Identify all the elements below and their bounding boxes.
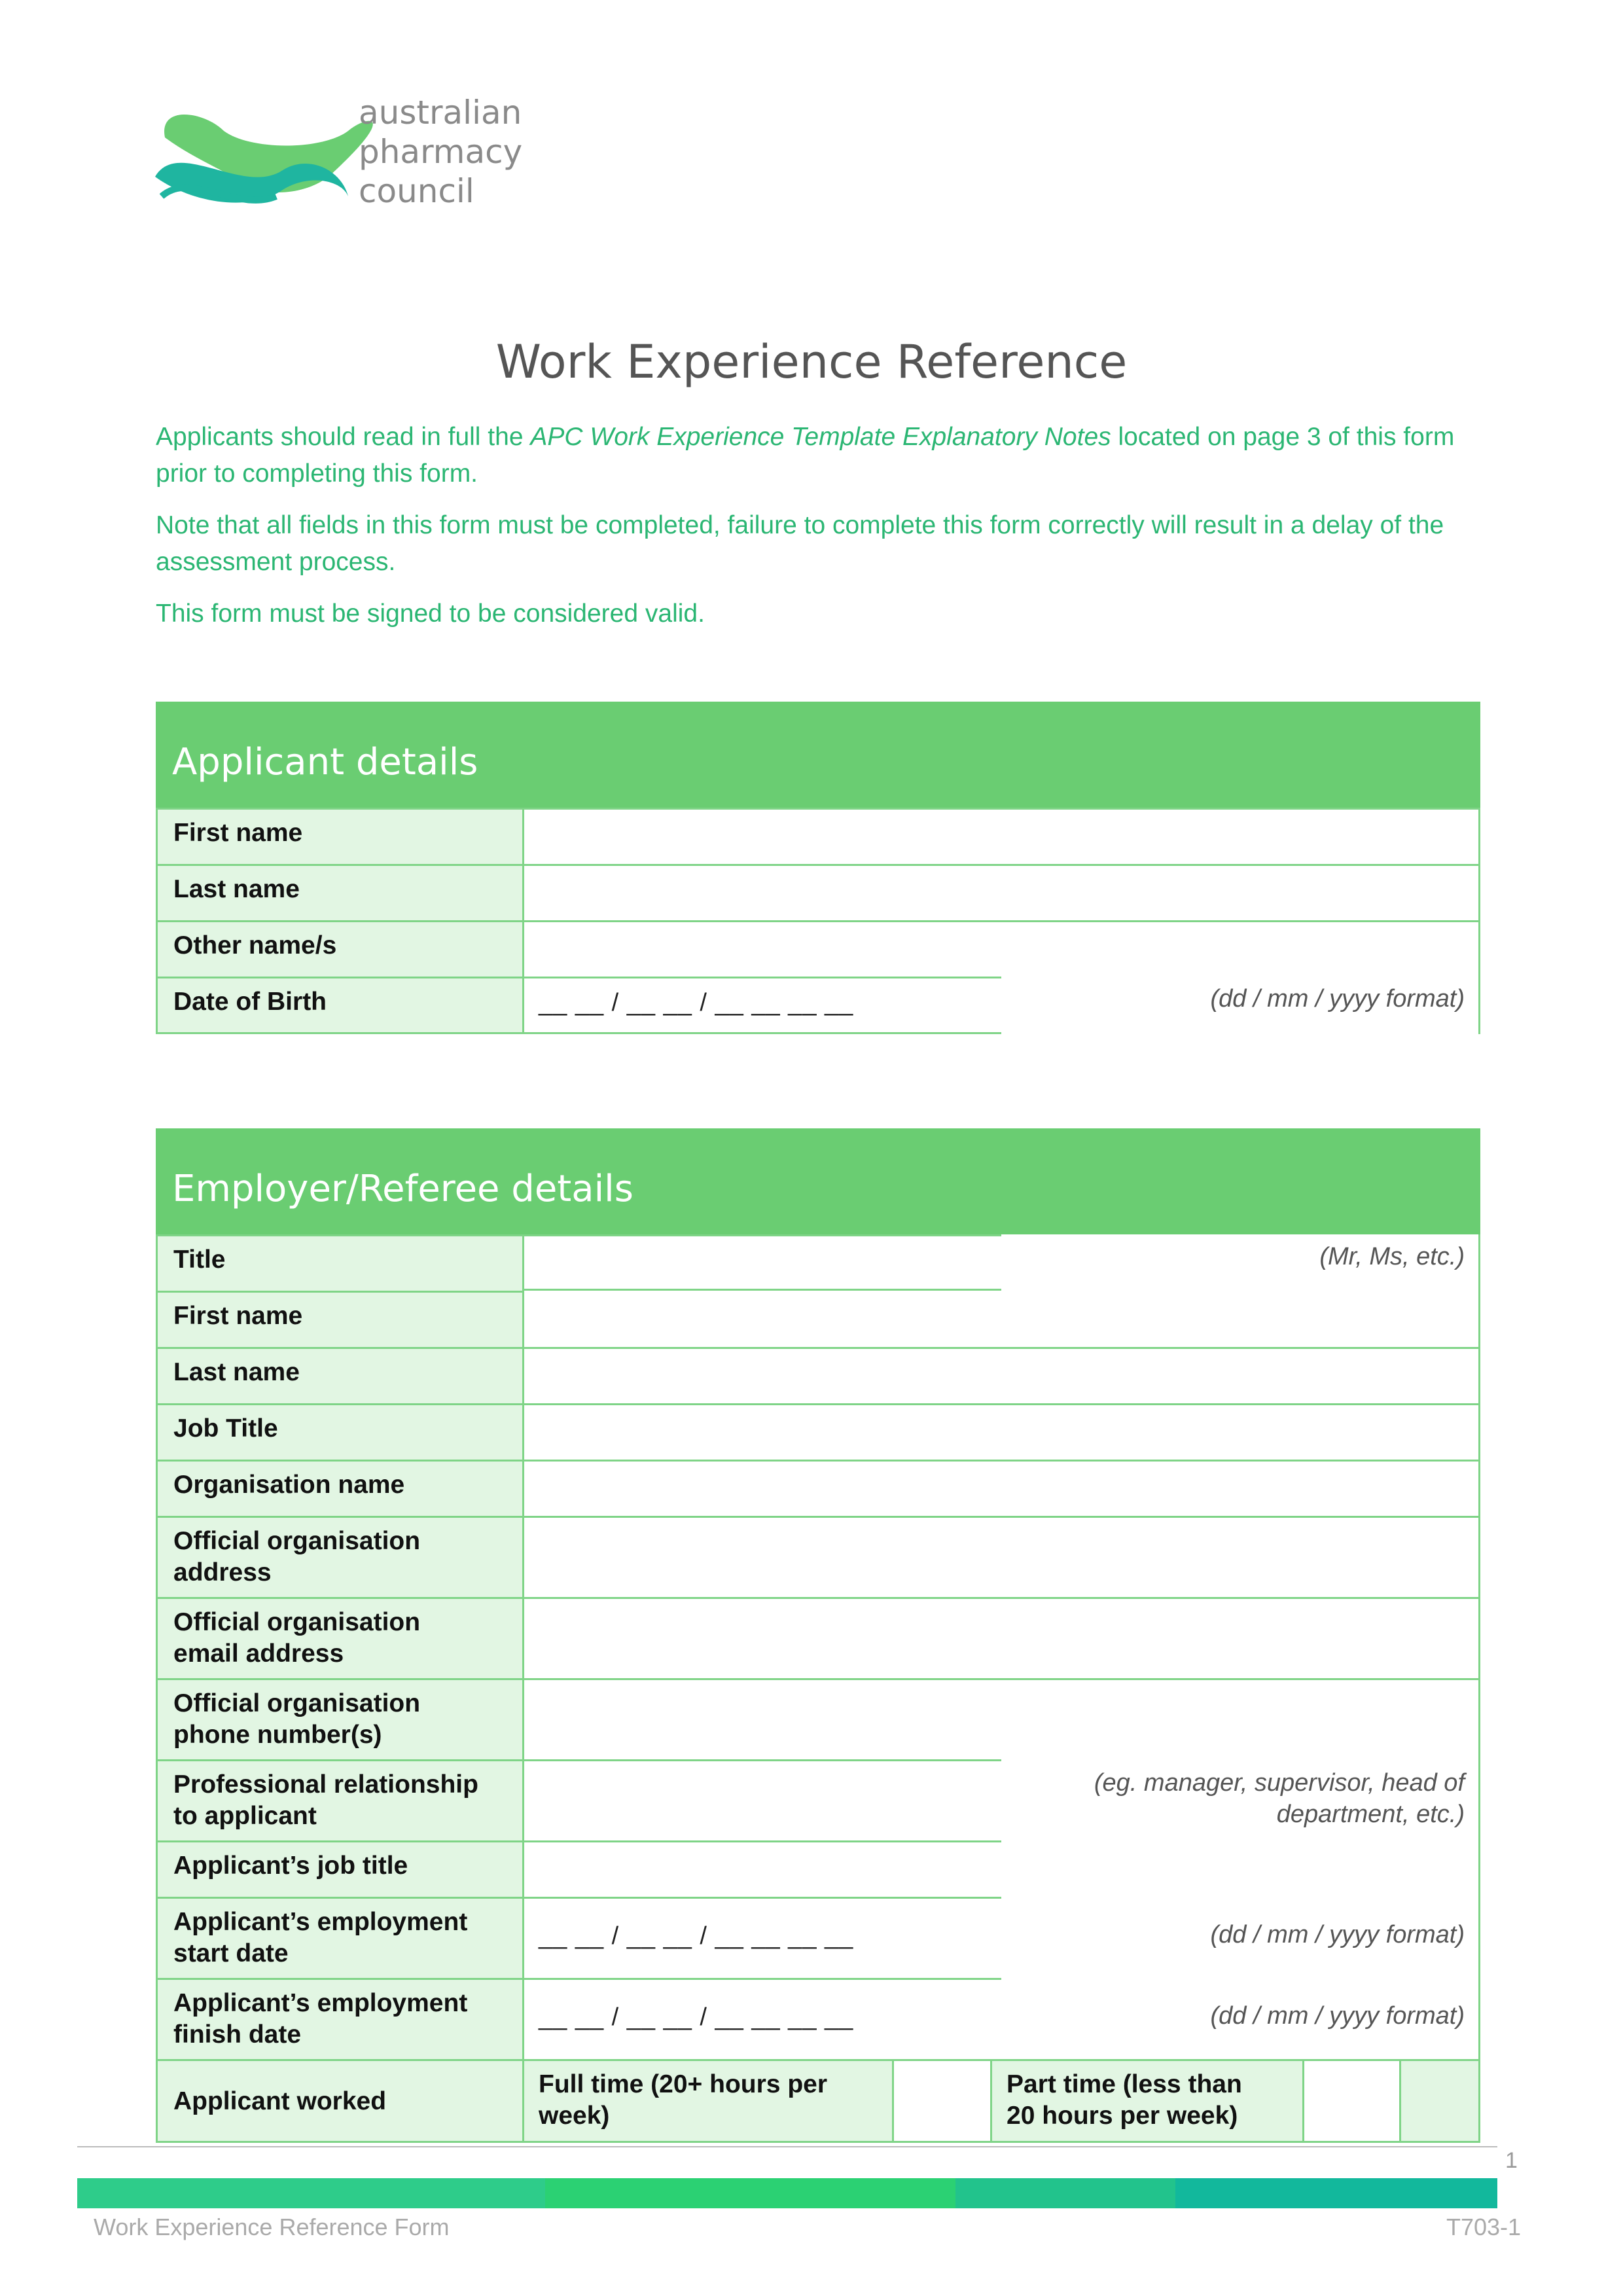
field-label <box>156 1759 524 1840</box>
organisation-phone-field[interactable] <box>524 1678 1480 1759</box>
referee-last-name-row <box>156 1347 1480 1403</box>
employment-finish-date-field[interactable]: __ __ / __ __ / __ __ __ __ <box>524 1978 1001 2059</box>
band-segment <box>1175 2178 1497 2208</box>
organisation-email-field[interactable] <box>524 1597 1480 1678</box>
field-label: First name <box>156 808 524 864</box>
applicant-details-table <box>156 702 1480 1034</box>
applicant-job-title-field[interactable] <box>524 1840 1001 1897</box>
field-label: Title <box>156 1234 524 1291</box>
label-line-1: Official organisation <box>173 1689 421 1717</box>
part-time-checkbox[interactable] <box>1304 2061 1401 2141</box>
intro-p1-before: Applicants should read in full the <box>156 423 531 451</box>
applicant-first-name-row <box>156 808 1480 864</box>
field-label <box>156 1897 524 1978</box>
label-line-2: phone number(s) <box>173 1721 382 1749</box>
applicant-other-names-field[interactable] <box>524 920 1480 977</box>
field-label: Last name <box>156 864 524 920</box>
organisation-name-field[interactable] <box>524 1460 1480 1516</box>
referee-title-row <box>156 1234 1480 1291</box>
field-label: Applicant’s job title <box>156 1840 524 1897</box>
field-label: Last name <box>156 1347 524 1403</box>
employment-finish-row <box>156 1978 1480 2059</box>
field-label <box>156 1516 524 1597</box>
spacer-cell <box>1401 2061 1478 2141</box>
applicant-other-names-row <box>156 920 1480 977</box>
field-label <box>156 1597 524 1678</box>
label-line-1: Professional relationship <box>173 1770 478 1799</box>
band-segment <box>955 2178 1175 2208</box>
label-line-1: Applicant’s employment <box>173 1989 468 2017</box>
applicant-last-name-field[interactable] <box>524 864 1480 920</box>
start-date-format-hint: (dd / mm / yyyy format) <box>1210 1921 1465 1948</box>
field-label: First name <box>156 1291 524 1347</box>
logo-line-2: pharmacy <box>359 133 523 171</box>
band-segment <box>545 2178 955 2208</box>
label-line-2: start date <box>173 1939 289 1967</box>
hint-line-1: (eg. manager, supervisor, head of <box>1094 1769 1465 1797</box>
applicant-dob-row <box>156 977 1480 1034</box>
applicant-details-header <box>156 702 1480 808</box>
intro-p1-after: located on page 3 of this form prior to completing this form. <box>156 423 1455 488</box>
finish-date-format-hint: (dd / mm / yyyy format) <box>1210 2002 1465 2030</box>
referee-job-title-row <box>156 1403 1480 1460</box>
field-label: Other name/s <box>156 920 524 977</box>
page-title: Work Experience Reference <box>495 335 1128 389</box>
organisation-name-row <box>156 1460 1480 1516</box>
label-line-1: Applicant’s employment <box>173 1908 468 1936</box>
logo-line-3: council <box>359 172 474 210</box>
footer-form-code: T703-1 <box>1446 2214 1522 2240</box>
full-time-checkbox[interactable] <box>894 2061 992 2141</box>
relationship-field[interactable] <box>524 1759 1001 1840</box>
employer-referee-header <box>156 1128 1480 1234</box>
part-time-label <box>992 2061 1304 2141</box>
organisation-address-field[interactable] <box>524 1516 1480 1597</box>
referee-last-name-field[interactable] <box>524 1347 1480 1403</box>
employment-start-row <box>156 1897 1480 1978</box>
applicant-job-title-row <box>156 1840 1480 1897</box>
field-label <box>156 1678 524 1759</box>
referee-first-name-row <box>156 1291 1480 1347</box>
label-line-1: Full time (20+ hours per <box>539 2070 828 2098</box>
dob-format-hint: (dd / mm / yyyy format) <box>1210 985 1465 1013</box>
applicant-last-name-row <box>156 864 1480 920</box>
applicant-details-heading: Applicant details <box>172 741 478 783</box>
band-segment <box>77 2178 545 2208</box>
employer-referee-heading: Employer/Referee details <box>172 1168 633 1210</box>
label-line-2: 20 hours per week) <box>1007 2102 1238 2130</box>
organisation-phone-row <box>156 1678 1480 1759</box>
applicant-worked-row <box>156 2059 1480 2143</box>
referee-title-field[interactable] <box>524 1234 1001 1291</box>
employment-start-date-field[interactable]: __ __ / __ __ / __ __ __ __ <box>524 1897 1001 1978</box>
hint-line-2: department, etc.) <box>1276 1801 1465 1828</box>
field-label: Date of Birth <box>156 977 524 1034</box>
label-line-2: address <box>173 1558 272 1587</box>
relationship-row <box>156 1759 1480 1840</box>
label-line-1: Official organisation <box>173 1527 421 1555</box>
field-label: Applicant worked <box>156 2059 524 2143</box>
field-label: Job Title <box>156 1403 524 1460</box>
organisation-email-row <box>156 1597 1480 1678</box>
field-label <box>156 1978 524 2059</box>
footer-color-band <box>77 2178 1497 2208</box>
footer-divider <box>77 2146 1497 2147</box>
applicant-dob-field[interactable]: __ __ / __ __ / __ __ __ __ <box>524 977 1001 1034</box>
label-line-2: email address <box>173 1640 344 1668</box>
referee-job-title-field[interactable] <box>524 1403 1480 1460</box>
table-border <box>1478 1234 1480 2059</box>
intro-paragraph-1 <box>156 419 1491 492</box>
explanatory-notes-reference: APC Work Experience Template Explanatory Notes <box>530 423 1111 451</box>
logo-line-1: australian <box>359 94 522 132</box>
relationship-hint <box>1007 1767 1465 1830</box>
page-number: 1 <box>1505 2148 1518 2173</box>
logo-wordmark <box>359 93 522 211</box>
label-line-2: to applicant <box>173 1802 317 1830</box>
table-border <box>1478 977 1480 1034</box>
intro-paragraph-2: Note that all fields in this form must be completed, failure to complete this form correctly will result in a delay of the assessment process. <box>156 511 1444 576</box>
full-time-label <box>524 2061 894 2141</box>
footer-form-name: Work Experience Reference Form <box>94 2214 450 2240</box>
label-line-1: Official organisation <box>173 1608 421 1636</box>
applicant-worked-cells <box>524 2059 1480 2143</box>
label-line-1: Part time (less than <box>1007 2070 1242 2098</box>
label-line-2: week) <box>539 2102 610 2130</box>
applicant-first-name-field[interactable] <box>524 808 1480 864</box>
organisation-address-row <box>156 1516 1480 1597</box>
employer-referee-table <box>156 1128 1480 2143</box>
label-line-2: finish date <box>173 2020 302 2049</box>
title-hint: (Mr, Ms, etc.) <box>1319 1243 1465 1270</box>
referee-first-name-field[interactable] <box>524 1291 1001 1347</box>
field-label: Organisation name <box>156 1460 524 1516</box>
intro-paragraph-3: This form must be signed to be considered valid. <box>156 600 705 628</box>
